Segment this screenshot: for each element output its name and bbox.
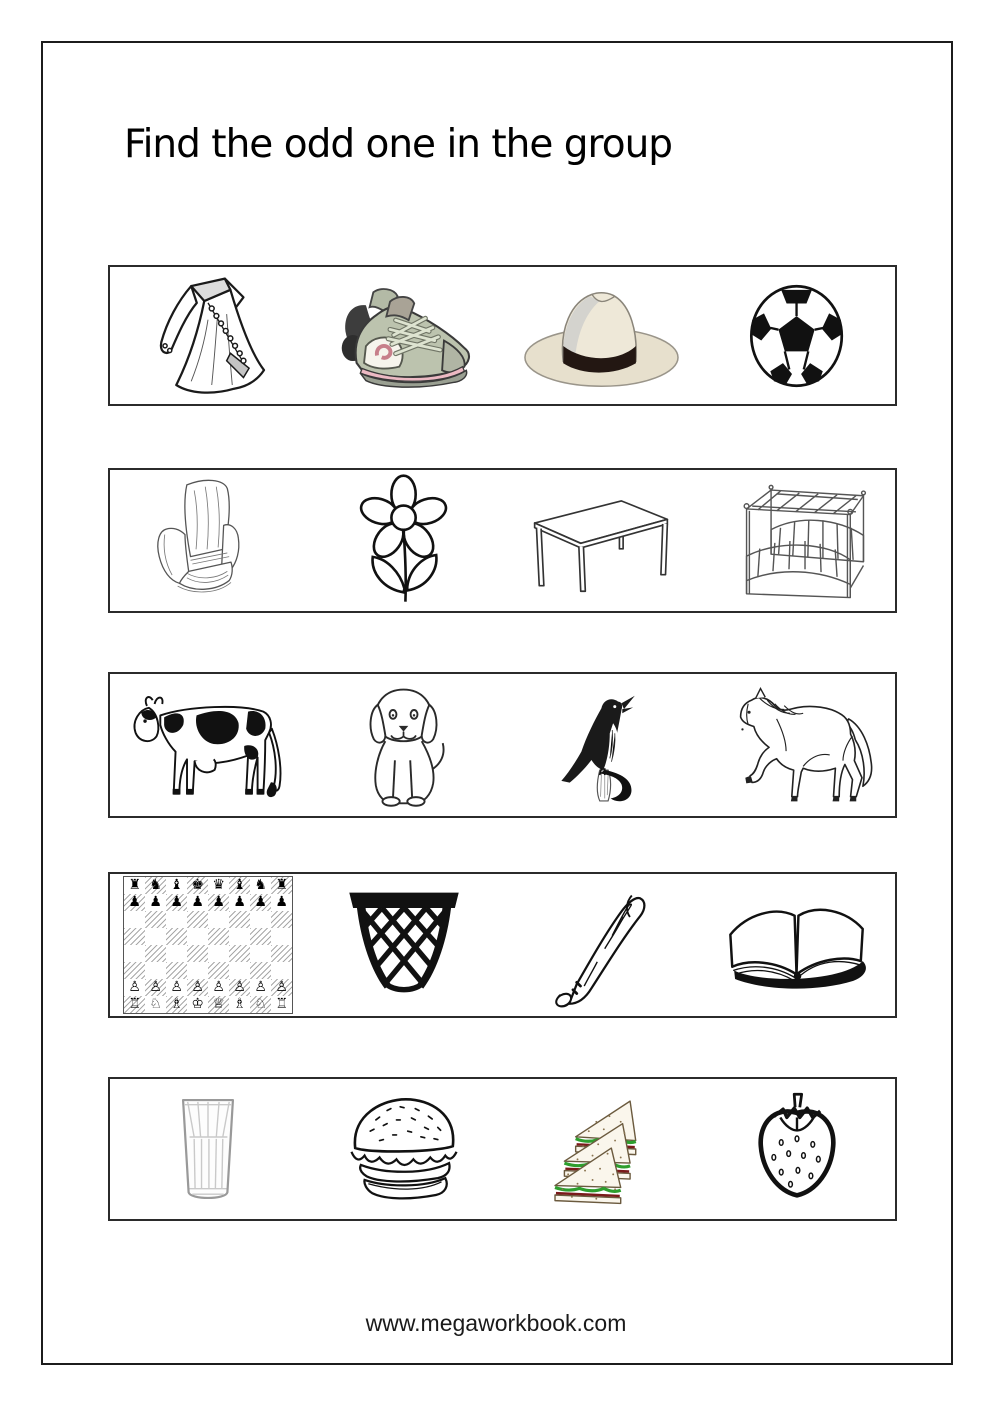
chess-square: ♙: [229, 979, 250, 996]
item-bed[interactable]: [699, 470, 895, 611]
chess-square: [187, 928, 208, 945]
item-chessboard[interactable]: [110, 874, 306, 1016]
chess-square: ♗: [166, 996, 187, 1013]
item-bird[interactable]: [503, 674, 699, 816]
page-title: Find the odd one in the group: [124, 122, 673, 167]
bird-icon: [553, 677, 649, 813]
item-horse[interactable]: [699, 674, 895, 816]
chess-square: ♝: [229, 877, 250, 894]
item-book[interactable]: [699, 874, 895, 1016]
chess-square: ♟: [271, 894, 292, 911]
item-flower[interactable]: [306, 470, 502, 611]
chess-square: ♜: [271, 877, 292, 894]
row-4-box: [108, 872, 897, 1018]
chess-square: ♟: [145, 894, 166, 911]
chess-square: [145, 945, 166, 962]
chess-square: [208, 911, 229, 928]
football-icon: [745, 280, 849, 392]
chess-square: ♟: [187, 894, 208, 911]
chess-square: [208, 928, 229, 945]
sandwich-icon: [538, 1088, 664, 1210]
chess-square: [271, 945, 292, 962]
chess-square: [187, 945, 208, 962]
chess-square: ♟: [166, 894, 187, 911]
row-3-box: [108, 672, 897, 818]
row-2-box: [108, 468, 897, 613]
chess-square: [250, 928, 271, 945]
basketball-net-icon: [341, 885, 467, 1005]
chess-square: [145, 911, 166, 928]
chess-square: [124, 962, 145, 979]
strawberry-icon: [746, 1087, 848, 1211]
chess-square: ♖: [124, 996, 145, 1013]
chess-square: ♞: [145, 877, 166, 894]
footer-url: www.megaworkbook.com: [365, 1310, 627, 1336]
glass-icon: [165, 1089, 251, 1209]
chess-square: ♛: [208, 877, 229, 894]
chess-square: [208, 945, 229, 962]
chess-square: ♘: [250, 996, 271, 1013]
chess-square: ♗: [229, 996, 250, 1013]
chess-square: [145, 928, 166, 945]
chess-square: [271, 928, 292, 945]
chess-square: [166, 911, 187, 928]
item-dress[interactable]: [110, 267, 306, 404]
chess-square: [250, 911, 271, 928]
item-burger[interactable]: [306, 1079, 502, 1219]
chess-square: ♙: [166, 979, 187, 996]
item-glass[interactable]: [110, 1079, 306, 1219]
chess-square: ♞: [250, 877, 271, 894]
chess-square: [229, 911, 250, 928]
armchair-icon: [135, 472, 281, 610]
chess-square: [229, 962, 250, 979]
baseball-bat-icon: [545, 879, 657, 1011]
table-icon: [523, 488, 679, 594]
chessboard-icon: [123, 876, 293, 1014]
chess-square: ♟: [124, 894, 145, 911]
horse-icon: [713, 681, 881, 809]
hat-icon: [517, 281, 685, 391]
item-strawberry[interactable]: [699, 1079, 895, 1219]
row-5-box: [108, 1077, 897, 1221]
chess-square: [166, 962, 187, 979]
chess-square: [229, 945, 250, 962]
book-icon: [718, 893, 876, 997]
item-hat[interactable]: [503, 267, 699, 404]
chess-square: [187, 962, 208, 979]
chess-square: ♝: [166, 877, 187, 894]
chess-square: [166, 945, 187, 962]
chess-square: [166, 928, 187, 945]
chess-square: [124, 928, 145, 945]
chess-square: [271, 911, 292, 928]
chess-square: ♕: [208, 996, 229, 1013]
chess-square: [208, 962, 229, 979]
chess-square: ♘: [145, 996, 166, 1013]
chess-square: [187, 911, 208, 928]
chess-square: ♙: [271, 979, 292, 996]
chess-square: [145, 962, 166, 979]
item-table[interactable]: [503, 470, 699, 611]
chess-square: ♟: [229, 894, 250, 911]
item-armchair[interactable]: [110, 470, 306, 611]
chess-square: [250, 962, 271, 979]
chess-square: ♙: [250, 979, 271, 996]
dress-icon: [128, 273, 288, 399]
flower-icon: [354, 471, 454, 611]
chess-square: ♔: [187, 996, 208, 1013]
item-puppy[interactable]: [306, 674, 502, 816]
chess-square: [250, 945, 271, 962]
row-1-box: [108, 265, 897, 406]
chess-square: ♙: [187, 979, 208, 996]
item-cow[interactable]: [110, 674, 306, 816]
chess-square: ♙: [208, 979, 229, 996]
chess-square: [124, 945, 145, 962]
item-baseball-bat[interactable]: [503, 874, 699, 1016]
chess-square: ♖: [271, 996, 292, 1013]
item-sandwich[interactable]: [503, 1079, 699, 1219]
bed-icon: [722, 475, 872, 607]
item-sneakers[interactable]: [306, 267, 502, 404]
burger-icon: [337, 1088, 471, 1210]
chess-square: ♙: [145, 979, 166, 996]
chess-square: ♚: [187, 877, 208, 894]
puppy-icon: [349, 678, 459, 812]
item-football[interactable]: [699, 267, 895, 404]
sneakers-icon: [325, 277, 483, 394]
chess-square: ♙: [124, 979, 145, 996]
chess-square: ♟: [250, 894, 271, 911]
chess-square: [124, 911, 145, 928]
chess-square: ♟: [208, 894, 229, 911]
chess-square: [271, 962, 292, 979]
chess-square: [229, 928, 250, 945]
chess-square: ♜: [124, 877, 145, 894]
item-basketball-net[interactable]: [306, 874, 502, 1016]
cow-icon: [120, 683, 296, 807]
